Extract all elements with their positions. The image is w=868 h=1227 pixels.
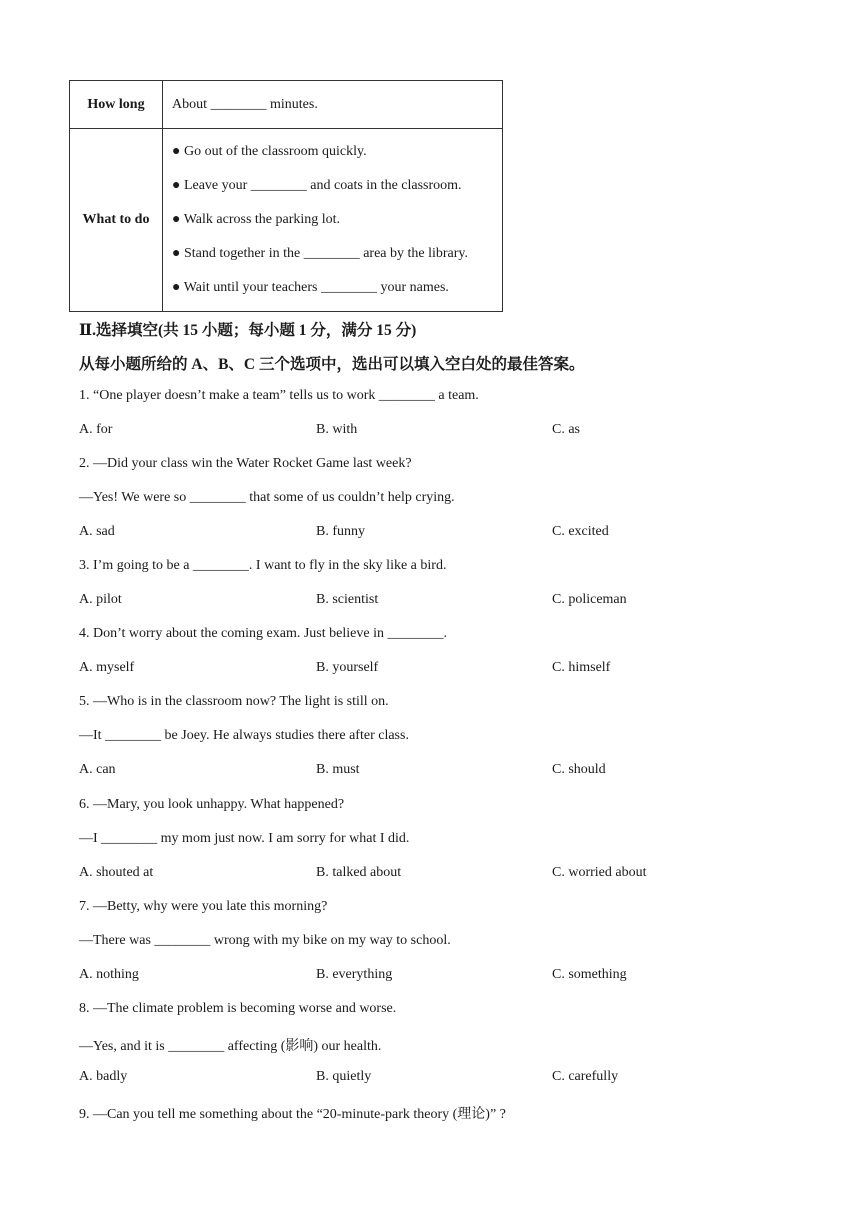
option-b: B. funny (316, 524, 365, 539)
question-stem: 7. —Betty, why were you late this morning? (79, 899, 328, 914)
option-b: B. everything (316, 967, 393, 982)
option-b: B. with (316, 422, 358, 437)
row-value: About ________ minutes. (163, 81, 503, 129)
question-stem: 4. Don’t worry about the coming exam. Just believe in ________. (79, 626, 447, 641)
table-row (70, 129, 503, 312)
section-title: Ⅱ.选择填空(共 15 小题；每小题 1 分，满分 15 分) (79, 322, 417, 339)
question-stem: 8. —The climate problem is becoming worse and worse. (79, 1001, 397, 1016)
list-item: ● Stand together in the ________ area by the library. (172, 246, 469, 261)
option-c: C. excited (552, 524, 609, 539)
option-a: A. sad (79, 524, 115, 539)
question-stem: —It ________ be Joey. He always studies there after class. (79, 728, 409, 743)
option-a: A. badly (79, 1069, 128, 1084)
option-b: B. talked about (316, 865, 402, 880)
option-c: C. should (552, 762, 606, 777)
row-header: What to do (70, 129, 163, 312)
option-c: C. something (552, 967, 627, 982)
option-b: B. must (316, 762, 360, 777)
question-stem: —There was ________ wrong with my bike on my way to school. (79, 933, 451, 948)
question-stem: 1. “One player doesn’t make a team” tells us to work ________ a team. (79, 388, 479, 403)
option-c: C. as (552, 422, 580, 437)
row-value-list (163, 129, 503, 312)
question-stem: 6. —Mary, you look unhappy. What happened? (79, 797, 345, 812)
option-b: B. quietly (316, 1069, 372, 1084)
option-a: A. shouted at (79, 865, 154, 880)
info-table (69, 80, 503, 312)
option-c: C. policeman (552, 592, 627, 607)
question-stem: —Yes! We were so ________ that some of us couldn’t help crying. (79, 490, 455, 505)
question-stem: —Yes, and it is ________ affecting (影响) our health. (79, 1039, 382, 1054)
list-item: ● Wait until your teachers ________ your names. (172, 280, 449, 295)
option-c: C. himself (552, 660, 611, 675)
question-stem: 5. —Who is in the classroom now? The light is still on. (79, 694, 389, 709)
section-instruction: 从每小题所给的 A、B、C 三个选项中，选出可以填入空白处的最佳答案。 (79, 356, 585, 373)
option-a: A. pilot (79, 592, 122, 607)
question-stem: 9. —Can you tell me something about the “20-minute-park theory (理论)” ? (79, 1107, 506, 1122)
row-header: How long (70, 81, 163, 129)
table-row (70, 81, 503, 129)
option-a: A. myself (79, 660, 135, 675)
question-stem: 3. I’m going to be a ________. I want to fly in the sky like a bird. (79, 558, 447, 573)
option-a: A. for (79, 422, 113, 437)
list-item: ● Leave your ________ and coats in the classroom. (172, 178, 462, 193)
option-a: A. can (79, 762, 116, 777)
list-item: ● Go out of the classroom quickly. (172, 144, 367, 159)
option-b: B. yourself (316, 660, 379, 675)
list-item: ● Walk across the parking lot. (172, 212, 341, 227)
option-c: C. carefully (552, 1069, 619, 1084)
option-a: A. nothing (79, 967, 139, 982)
question-stem: —I ________ my mom just now. I am sorry for what I did. (79, 831, 410, 846)
option-b: B. scientist (316, 592, 379, 607)
question-stem: 2. —Did your class win the Water Rocket Game last week? (79, 456, 412, 471)
option-c: C. worried about (552, 865, 647, 880)
